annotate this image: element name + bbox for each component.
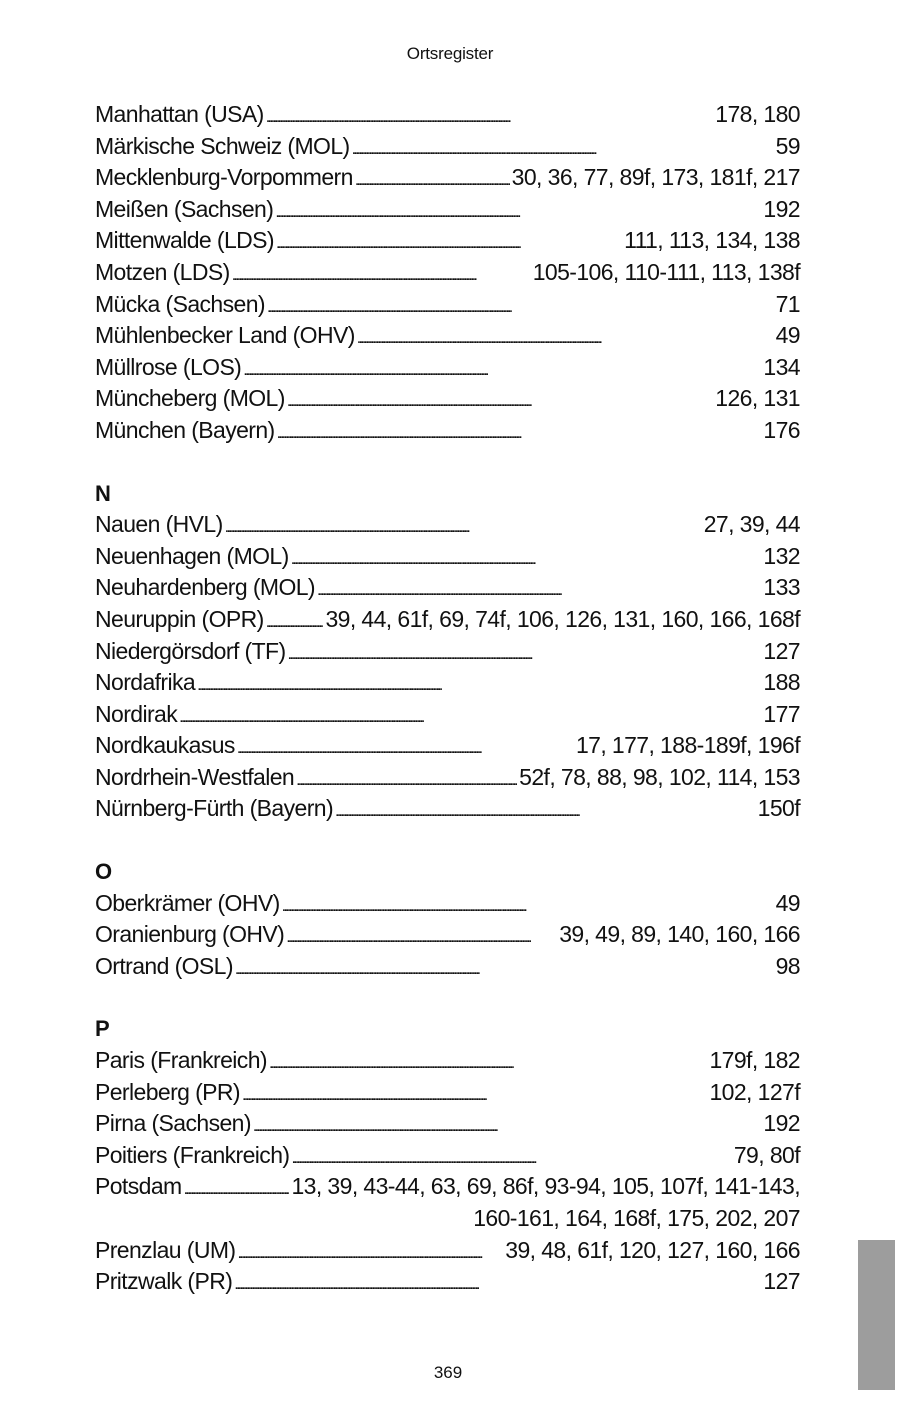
dot-leader <box>234 1266 761 1301</box>
entry-name: Neuhardenberg (MOL) <box>95 574 315 601</box>
entry-pages: 79, 80f <box>733 1141 800 1168</box>
entry-pages: 192 <box>763 195 800 222</box>
entry-pages: 39, 49, 89, 140, 160, 166 <box>559 921 800 948</box>
entry-name: Niedergörsdorf (TF) <box>95 637 286 664</box>
entry-pages: 132 <box>763 542 800 569</box>
index-entry <box>95 162 800 194</box>
dot-leader <box>267 289 774 324</box>
dot-leader <box>282 888 774 923</box>
index-entry <box>95 289 800 321</box>
entry-name: Nordkaukasus <box>95 732 235 759</box>
entry-name: Prenzlau (UM) <box>95 1236 236 1263</box>
section-letter-heading: P <box>95 1016 110 1042</box>
dot-leader <box>287 383 713 418</box>
entry-pages: 102, 127f <box>709 1078 800 1105</box>
index-section-p <box>95 1013 800 1297</box>
entry-name: Nürnberg-Fürth (Bayern) <box>95 795 334 822</box>
index-entry <box>95 888 800 920</box>
place-index <box>95 99 800 1298</box>
entry-pages: 134 <box>763 353 800 380</box>
dot-leader <box>352 131 774 166</box>
index-entry <box>95 415 800 447</box>
index-section-o <box>95 856 800 982</box>
index-entry <box>95 352 800 384</box>
entry-pages: 39, 44, 61f, 69, 74f, 106, 126, 131, 160, 166, 168f <box>325 605 800 632</box>
entry-name: Neuenhagen (MOL) <box>95 542 289 569</box>
index-entry <box>95 320 800 352</box>
entry-name: Oberkrämer (OHV) <box>95 889 280 916</box>
entry-pages-continued: 160-161, 164, 168f, 175, 202, 207 <box>473 1205 800 1231</box>
entry-name: Motzen (LDS) <box>95 258 230 285</box>
entry-name: Mecklenburg-Vorpommern <box>95 164 353 191</box>
index-entry <box>95 1045 800 1077</box>
entry-pages: 127 <box>763 1268 800 1295</box>
index-entry <box>95 509 800 541</box>
entry-pages: 188 <box>763 669 800 696</box>
section-letter-heading: N <box>95 480 111 506</box>
dot-leader <box>179 699 761 734</box>
dot-leader <box>242 1077 707 1112</box>
entry-name: Mühlenbecker Land (OHV) <box>95 322 355 349</box>
entry-pages: 13, 39, 43-44, 63, 69, 86f, 93-94, 105, 107f, 141-143, <box>291 1173 800 1200</box>
entry-name: Pritzwalk (PR) <box>95 1268 233 1295</box>
dot-leader <box>243 352 761 387</box>
dot-leader <box>197 667 761 702</box>
dot-leader <box>266 604 324 639</box>
entry-pages: 71 <box>775 290 800 317</box>
dot-leader <box>237 730 574 765</box>
index-entry-continuation <box>95 1203 800 1235</box>
dot-leader <box>232 257 531 292</box>
entry-pages: 52f, 78, 88, 98, 102, 114, 153 <box>519 763 800 790</box>
index-entry <box>95 604 800 636</box>
dot-leader <box>335 793 756 828</box>
index-entry <box>95 951 800 983</box>
entry-pages: 17, 177, 188-189f, 196f <box>575 732 800 759</box>
entry-name: Nauen (HVL) <box>95 511 223 538</box>
index-entry <box>95 257 800 289</box>
entry-pages: 178, 180 <box>715 101 800 127</box>
entry-pages: 49 <box>775 889 800 916</box>
index-entry <box>95 1171 800 1203</box>
running-title: Ortsregister <box>406 44 494 63</box>
entry-name: Potsdam <box>95 1173 182 1200</box>
entry-pages: 59 <box>775 132 800 159</box>
entry-name: Pirna (Sachsen) <box>95 1110 251 1137</box>
entry-name: Müncheberg (MOL) <box>95 385 285 412</box>
entry-name: Mittenwalde (LDS) <box>95 227 274 254</box>
dot-leader <box>357 320 774 355</box>
index-entry <box>95 225 800 257</box>
index-entry <box>95 541 800 573</box>
dot-leader <box>237 1235 503 1270</box>
entry-name: München (Bayern) <box>95 416 275 443</box>
index-entry <box>95 667 800 699</box>
index-entry <box>95 919 800 951</box>
index-entry <box>95 1140 800 1172</box>
entry-name: Neuruppin (OPR) <box>95 605 264 632</box>
entry-name: Märkische Schweiz (MOL) <box>95 132 350 159</box>
index-entry <box>95 636 800 668</box>
dot-leader <box>266 99 714 134</box>
index-entry <box>95 99 800 131</box>
entry-pages: 192 <box>763 1110 800 1137</box>
dot-leader <box>286 919 557 954</box>
entry-name: Paris (Frankreich) <box>95 1047 267 1074</box>
entry-name: Poitiers (Frankreich) <box>95 1141 290 1168</box>
dot-leader <box>235 951 774 986</box>
index-entry <box>95 383 800 415</box>
index-entry <box>95 572 800 604</box>
section-letter-heading: O <box>95 859 113 885</box>
dot-leader <box>275 194 761 229</box>
entry-pages: 39, 48, 61f, 120, 127, 160, 166 <box>505 1236 800 1263</box>
dot-leader <box>291 1140 731 1175</box>
entry-name: Nordirak <box>95 700 178 727</box>
dot-leader <box>296 762 517 797</box>
entry-pages: 30, 36, 77, 89f, 173, 181f, 217 <box>511 164 800 191</box>
index-entry <box>95 1077 800 1109</box>
dot-leader <box>291 541 762 576</box>
entry-pages: 49 <box>775 322 800 349</box>
thumb-index-tab <box>858 1240 895 1390</box>
entry-pages: 179f, 182 <box>709 1047 800 1074</box>
entry-pages: 127 <box>763 637 800 664</box>
entry-name: Oranienburg (OHV) <box>95 921 285 948</box>
entry-pages: 176 <box>763 416 800 443</box>
dot-leader <box>269 1045 708 1080</box>
dot-leader <box>184 1171 290 1206</box>
index-entry <box>95 1266 800 1298</box>
entry-name: Müllrose (LOS) <box>95 353 242 380</box>
entry-name: Meißen (Sachsen) <box>95 195 274 222</box>
index-entry <box>95 699 800 731</box>
entry-name: Nordrhein-Westfalen <box>95 763 295 790</box>
entry-pages: 133 <box>763 574 800 601</box>
index-entry <box>95 793 800 825</box>
dot-leader <box>276 225 622 260</box>
index-entry <box>95 131 800 163</box>
index-entry <box>95 194 800 226</box>
dot-leader <box>317 572 761 607</box>
index-section-n <box>95 478 800 826</box>
dot-leader <box>225 509 702 544</box>
entry-name: Perleberg (PR) <box>95 1078 240 1105</box>
dot-leader <box>355 162 510 197</box>
entry-name: Ortrand (OSL) <box>95 952 233 979</box>
dot-leader <box>253 1108 762 1143</box>
index-entry <box>95 762 800 794</box>
entry-pages: 27, 39, 44 <box>703 511 800 538</box>
index-section-m <box>95 99 800 447</box>
entry-name: Manhattan (USA) <box>95 101 264 127</box>
entry-pages: 150f <box>757 795 800 822</box>
entry-pages: 111, 113, 134, 138 <box>624 227 800 254</box>
entry-pages: 177 <box>763 700 800 727</box>
dot-leader <box>288 636 762 671</box>
index-entry <box>95 1108 800 1140</box>
dot-leader <box>277 415 762 450</box>
entry-pages: 105-106, 110-111, 113, 138f <box>532 258 800 285</box>
entry-name: Nordafrika <box>95 669 196 696</box>
entry-name: Mücka (Sachsen) <box>95 290 265 317</box>
entry-pages: 98 <box>775 952 800 979</box>
entry-pages: 126, 131 <box>715 385 800 412</box>
index-entry <box>95 1235 800 1267</box>
page-number: 369 <box>433 1363 463 1382</box>
index-entry <box>95 730 800 762</box>
